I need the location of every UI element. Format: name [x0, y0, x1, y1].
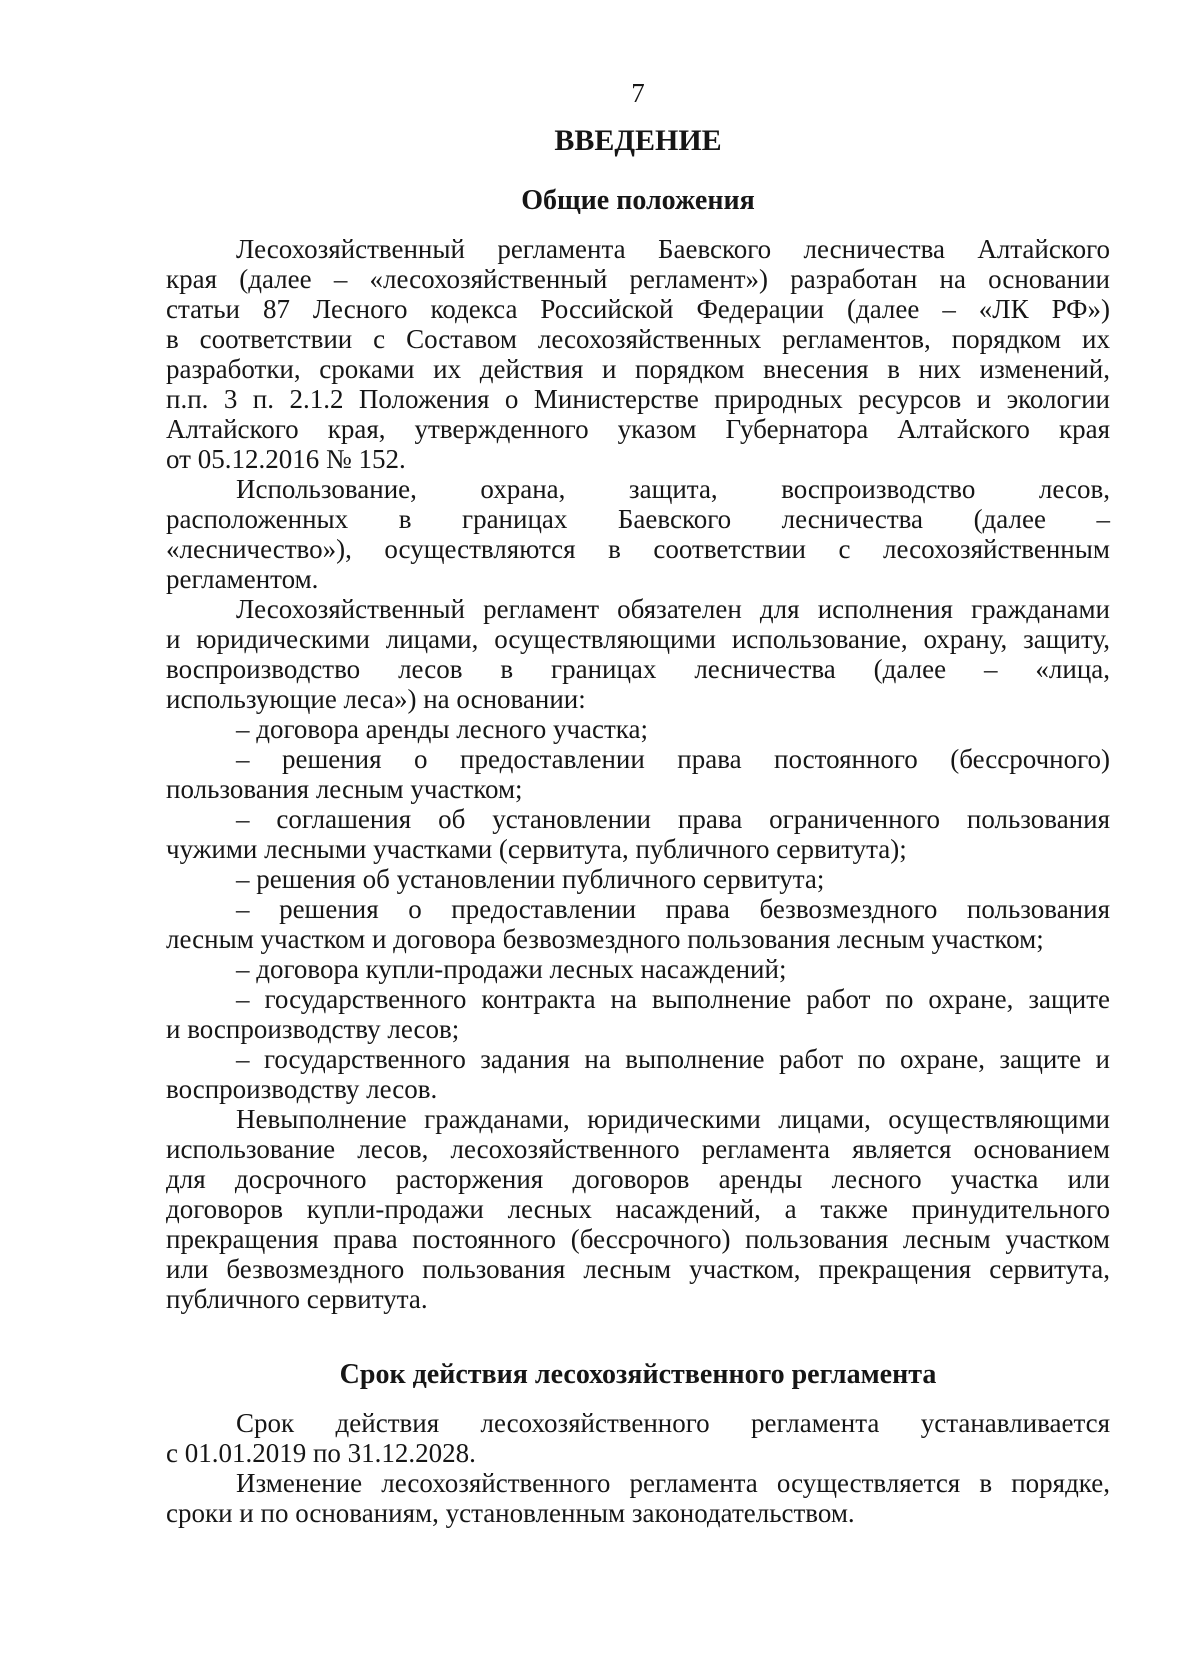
- text-line: Невыполнение гражданами, юридическими лицами, осуществляющими: [236, 1104, 1110, 1134]
- text-line: с 01.01.2019 по 31.12.2028.: [166, 1438, 476, 1468]
- text-line: расположенных в границах Баевского лесничества (далее –: [166, 504, 1110, 534]
- text-line: и юридическими лицами, осуществляющими использование, охрану, защиту,: [166, 624, 1110, 654]
- document-title: ВВЕДЕНИЕ: [554, 124, 722, 157]
- section-heading: Общие положения: [521, 185, 755, 216]
- text-line: Лесохозяйственный регламент обязателен для исполнения гражданами: [236, 594, 1110, 624]
- text-line: публичного сервитута.: [166, 1284, 428, 1314]
- text-line: – решения о предоставлении права безвозмездного пользования: [236, 894, 1110, 924]
- text-line: – договора купли-продажи лесных насаждений;: [236, 954, 787, 984]
- text-line: – соглашения об установлении права ограниченного пользования: [236, 804, 1110, 834]
- list-item: [166, 864, 1110, 894]
- text-line: использующие леса») на основании:: [166, 684, 586, 714]
- text-line: Использование, охрана, защита, воспроизводство лесов,: [236, 474, 1110, 504]
- text-line: договоров купли-продажи лесных насаждений, а также принудительного: [166, 1194, 1110, 1224]
- paragraph: [166, 474, 1110, 594]
- text-line: – решения об установлении публичного сервитута;: [236, 864, 825, 894]
- page-number: 7: [631, 78, 645, 108]
- text-line: чужими лесными участками (сервитута, публичного сервитута);: [166, 834, 907, 864]
- text-line: пользования лесным участком;: [166, 774, 523, 804]
- text-line: от 05.12.2016 № 152.: [166, 444, 406, 474]
- text-line: Изменение лесохозяйственного регламента осуществляется в порядке,: [236, 1468, 1110, 1498]
- text-line: в соответствии с Составом лесохозяйственных регламентов, порядком их: [166, 324, 1110, 354]
- text-line: «лесничество»), осуществляются в соответствии с лесохозяйственным: [166, 534, 1110, 564]
- text-line: – договора аренды лесного участка;: [236, 714, 648, 744]
- list-item: [166, 1044, 1110, 1104]
- text-line: или безвозмездного пользования лесным участком, прекращения сервитута,: [166, 1254, 1110, 1284]
- paragraph: [166, 1468, 1110, 1528]
- text-line: сроки и по основаниям, установленным законодательством.: [166, 1498, 855, 1528]
- text-line: использование лесов, лесохозяйственного регламента является основанием: [166, 1134, 1110, 1164]
- text-line: для досрочного расторжения договоров аренды лесного участка или: [166, 1164, 1110, 1194]
- paragraph: [166, 594, 1110, 714]
- text-line: п.п. 3 п. 2.1.2 Положения о Министерстве природных ресурсов и экологии: [166, 384, 1110, 414]
- text-line: лесным участком и договора безвозмездного пользования лесным участком;: [166, 924, 1044, 954]
- paragraph: [166, 1104, 1110, 1314]
- section-heading: Срок действия лесохозяйственного регламента: [339, 1359, 937, 1390]
- text-line: – решения о предоставлении права постоянного (бессрочного): [236, 744, 1110, 774]
- list-item: [166, 954, 1110, 984]
- text-line: воспроизводство лесов в границах лесничества (далее – «лица,: [166, 654, 1110, 684]
- text-line: статьи 87 Лесного кодекса Российской Федерации (далее – «ЛК РФ»): [166, 294, 1110, 324]
- list-item: [166, 804, 1110, 864]
- paragraph: [166, 1408, 1110, 1468]
- text-line: прекращения права постоянного (бессрочного) пользования лесным участком: [166, 1224, 1110, 1254]
- text-line: – государственного задания на выполнение работ по охране, защите и: [236, 1044, 1110, 1074]
- list-item: [166, 714, 1110, 744]
- text-line: воспроизводству лесов.: [166, 1074, 438, 1104]
- text-line: регламентом.: [166, 564, 319, 594]
- list-item: [166, 984, 1110, 1044]
- text-line: Срок действия лесохозяйственного регламента устанавливается: [236, 1408, 1110, 1438]
- text-line: края (далее – «лесохозяйственный регламент») разработан на основании: [166, 264, 1110, 294]
- text-line: Алтайского края, утвержденного указом Губернатора Алтайского края: [166, 414, 1110, 444]
- text-line: разработки, сроками их действия и порядком внесения в них изменений,: [166, 354, 1110, 384]
- text-line: – государственного контракта на выполнение работ по охране, защите: [236, 984, 1110, 1014]
- document-content: [166, 78, 1110, 1528]
- list-item: [166, 894, 1110, 954]
- list-item: [166, 744, 1110, 804]
- text-line: и воспроизводству лесов;: [166, 1014, 460, 1044]
- text-line: Лесохозяйственный регламента Баевского лесничества Алтайского: [236, 234, 1110, 264]
- paragraph: [166, 234, 1110, 474]
